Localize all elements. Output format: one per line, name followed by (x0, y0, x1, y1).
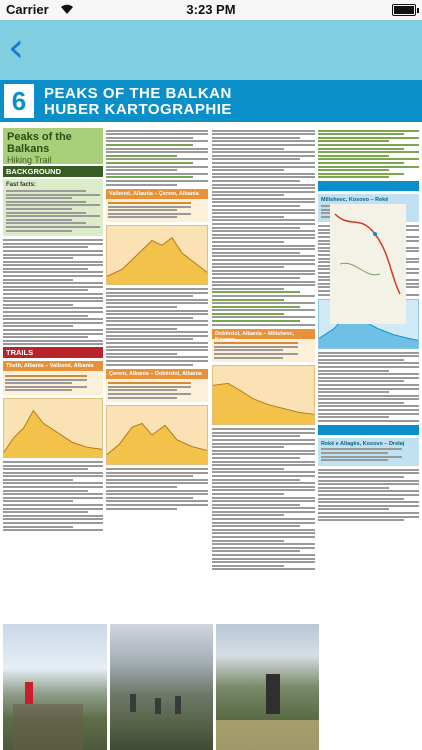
mini-map-image (330, 204, 406, 324)
section-title-box (3, 128, 103, 164)
trail-stage-1-meta (3, 371, 103, 395)
background-heading: BACKGROUND (3, 166, 103, 177)
fast-facts-box (3, 179, 103, 236)
carrier-label: Carrier (6, 2, 49, 17)
status-bar (0, 0, 422, 20)
trail-stage-6-box (318, 438, 419, 466)
trail-stage-1-heading: Theth, Albania – Valbonë, Albania (3, 361, 103, 371)
trail-stage-5-heading: Milishevc, Kosovo – Rekë (321, 197, 389, 204)
back-chevron-icon[interactable]: ‹ (8, 25, 24, 71)
map-title: PEAKS OF THE BALKAN (44, 85, 232, 102)
trail-stage-3-heading: Çerem, Albania – Dobërdol, Albania (106, 369, 208, 379)
navigation-bar (0, 20, 422, 80)
elevation-profile-stage-3 (106, 405, 208, 465)
column-1 (3, 128, 103, 533)
document-page-view[interactable] (0, 80, 422, 750)
section-title: Peaks of the Balkans (7, 131, 72, 155)
map-publisher: HUBER KARTOGRAPHIE (44, 101, 232, 118)
trails-heading: TRAILS (3, 347, 103, 358)
column-4 (318, 128, 419, 523)
trail-stage-2-meta (106, 199, 208, 223)
blue-heading-bar-2 (318, 425, 419, 435)
elevation-profile-stage-1 (3, 398, 103, 458)
trail-stage-2-heading: Valbonë, Albania – Çerem, Albania (106, 189, 208, 199)
photo-peaks-hikers (110, 624, 213, 750)
photo-strip (3, 624, 319, 750)
photo-mountain-hikers-flag (3, 624, 107, 750)
section-subtitle: Hiking Trail (7, 155, 52, 165)
clock-time: 3:23 PM (186, 2, 236, 17)
trail-stage-3-meta (106, 379, 208, 403)
column-3 (212, 128, 315, 572)
map-number-badge: 6 (4, 84, 34, 118)
photo-hiker-flowers (216, 624, 319, 750)
map-header (0, 80, 422, 122)
battery-icon (392, 4, 416, 16)
trail-stage-6-heading: Rekë e Allagës, Kosovo – Drelaj (321, 440, 405, 447)
blue-heading-bar (318, 181, 419, 191)
fast-facts-heading: Fast facts: (6, 182, 37, 188)
elevation-profile-stage-4 (212, 365, 315, 425)
elevation-profile-stage-2 (106, 225, 208, 285)
trail-stage-4-heading: Dobërdol, Albania – Milishevc, Kosovo (212, 329, 315, 339)
column-2 (106, 128, 208, 511)
